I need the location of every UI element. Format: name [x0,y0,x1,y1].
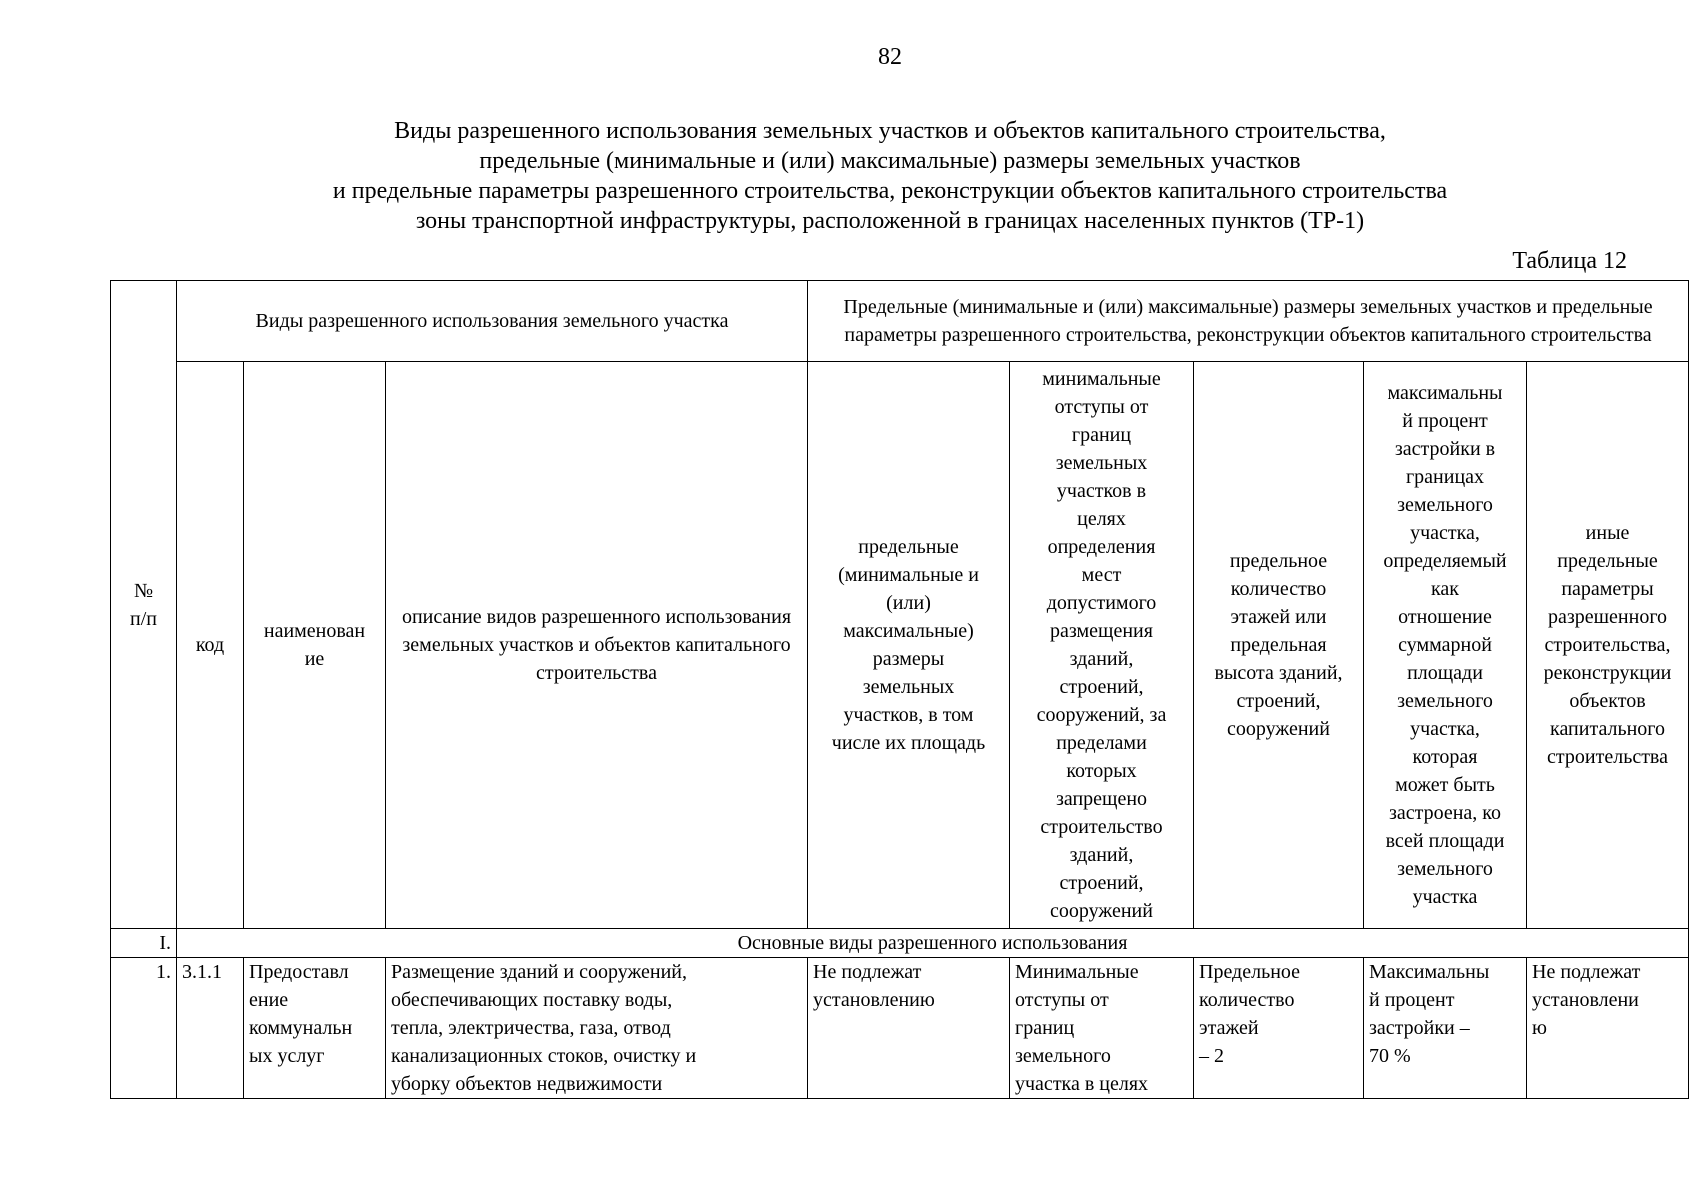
row-setbacks: Минимальные отступы от границ земельного участка в целях [1010,958,1194,1099]
header-name: наименован ие [244,362,386,929]
header-other: иные предельные параметры разрешенного строительства, реконструкции объектов капитального строительства [1527,362,1689,929]
header-sizes: предельные (минимальные и (или) максимальные) размеры земельных участков, в том числе их площадь [808,362,1010,929]
row-name: Предоставл ение коммунальн ых услуг [244,958,386,1099]
header-row-columns [111,362,1689,929]
row-num: 1. [111,958,177,1099]
row-coverage: Максимальны й процент застройки – 70 % [1364,958,1527,1099]
header-num: № п/п [111,281,177,929]
row-floors: Предельное количество этажей – 2 [1194,958,1364,1099]
page-number: 82 [878,44,902,70]
header-description: описание видов разрешенного использования земельных участков и объектов капитального строительства [386,362,808,929]
header-row-group [111,281,1689,362]
title-line-1: Виды разрешенного использования земельных участков и объектов капитального строительства, [394,118,1386,144]
title-line-2: предельные (минимальные и (или) максимальные) размеры земельных участков [479,148,1301,174]
header-group-params: Предельные (минимальные и (или) максимальные) размеры земельных участков и предельные параметры разрешенного строительства, реконструкции объектов капитального строительства [808,281,1689,362]
header-code: код [177,362,244,929]
row-description: Размещение зданий и сооружений, обеспечивающих поставку воды, тепла, электричества, газа, отвод канализационных стоков, очистку и уборку объектов недвижимости [386,958,808,1099]
header-group-uses: Виды разрешенного использования земельного участка [177,281,808,362]
row-code: 3.1.1 [177,958,244,1099]
header-setbacks: минимальные отступы от границ земельных участков в целях определения мест допустимого размещения зданий, строений, сооружений, за пределами которых запрещено строительство зданий, строений, сооружений [1010,362,1194,929]
title-line-3: и предельные параметры разрешенного строительства, реконструкции объектов капитального строительства [332,178,1448,204]
section-num: I. [111,929,177,958]
document-title [0,116,1697,236]
table-label: Таблица 12 [1512,248,1627,274]
land-use-table [110,280,1689,1099]
row-other: Не подлежат установлени ю [1527,958,1689,1099]
header-coverage: максимальны й процент застройки в границах земельного участка, определяемый как отношение суммарной площади земельного участка, которая может быть застроена, ко всей площади земельного участка [1364,362,1527,929]
section-row [111,929,1689,958]
title-line-4: зоны транспортной инфраструктуры, расположенной в границах населенных пунктов (ТР-1) [415,208,1365,234]
section-title: Основные виды разрешенного использования [177,929,1689,958]
header-floors: предельное количество этажей или предельная высота зданий, строений, сооружений [1194,362,1364,929]
table-row [111,958,1689,1099]
row-sizes: Не подлежат установлению [808,958,1010,1099]
